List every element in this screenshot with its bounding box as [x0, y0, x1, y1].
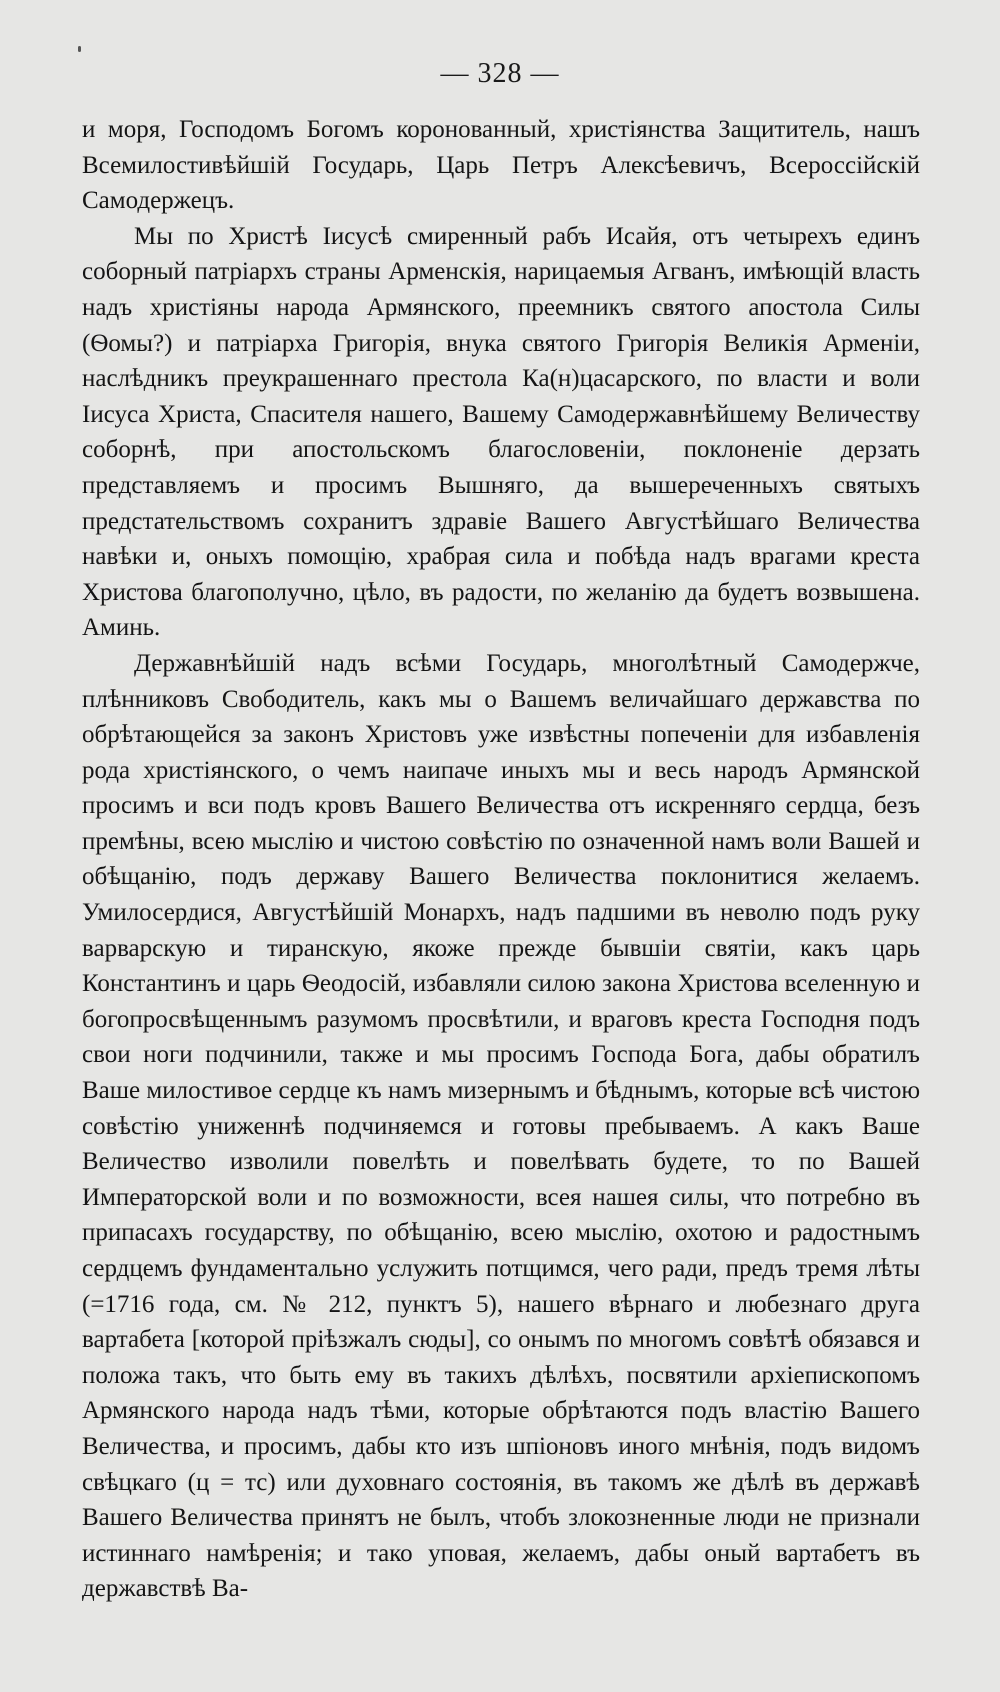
- paragraph-2: Мы по Христѣ Іисусѣ смиренный рабъ Исайя, отъ четырехъ единъ соборный патріархъ страны Арменскія, нарицаемыя Агванъ, имѣющій власть надъ христіяны народа Армянского, преемникъ святого апостола Силы (Ѳомы?) и патріарха Григорія, внука святого Григорія Великія Арменіи, наслѣдникъ преукрашеннаго престола Ка(н)цасарского, по власти и воли Іисуса Христа, Спасителя нашего, Вашему Самодержавнѣйшему Величеству соборнѣ, при апостольскомъ благословеніи, поклоненіе дерзать представляемъ и просимъ Вышняго, да вышереченныхъ святыхъ предстательствомъ сохранитъ здравіе Вашего Августѣйшаго Величества навѣки и, оныхъ помощію, храбрая сила и побѣда надъ врагами креста Христова благополучно, цѣло, въ радости, по желанію да будетъ возвышена. Аминь.: [82, 222, 920, 642]
- body-text: [82, 112, 920, 1607]
- paragraph-1: и моря, Господомъ Богомъ коронованный, христіянства Защититель, нашъ Всемилостивѣйшій Государь, Царь Петръ Алексѣевичъ, Всероссійскій Самодержецъ.: [82, 116, 920, 215]
- page-number: — 328 —: [440, 58, 560, 89]
- paragraph-3: Державнѣйшій надъ всѣми Государь, многолѣтный Самодержче, плѣнниковъ Свободитель, какъ мы о Вашемъ величайшаго державства по обрѣтающейся за законъ Христовъ уже извѣстны попеченіи для избавленія рода христіянского, о чемъ наипаче иныхъ мы и весь народъ Армянской просимъ и вси подъ кровъ Вашего Величества отъ искренняго сердца, безъ премѣны, всею мыслію и чистою совѣстію по означенной намъ воли Вашей и обѣщанію, подъ державу Вашего Величества поклонитися желаемъ. Умилосердися, Августѣйшій Монархъ, надъ падшими въ неволю подъ руку варварскую и тиранскую, якоже прежде бывшіи святіи, какъ царь Константинъ и царь Ѳеодосій, избавляли силою закона Христова вселенную и богопросвѣщеннымъ разумомъ просвѣтили, и враговъ креста Господня подъ свои ноги подчинили, также и мы просимъ Господа Бога, дабы обратилъ Ваше милостивое сердце къ намъ мизернымъ и бѣднымъ, которые всѣ чистою совѣстію униженнѣ подчиняемся и готовы пребываемъ. А какъ Ваше Величество изволили повелѣть и повелѣвать будете, то по Вашей Императорской воли и по возможности, всея нашея силы, что потребно въ припасахъ государству, по обѣщанію, всею мыслію, охотою и радостнымъ сердцемъ фундаментально услужить потщимся, чего ради, предъ тремя лѣты (=1716 года, см. № 212, пунктъ 5), нашего вѣрнаго и любезнаго друга вартабета [которой пріѣзжалъ сюды], со онымъ по многомъ совѣтѣ обязався и положа такъ, что быть ему въ такихъ дѣлѣхъ, посвятили архіепископомъ Армянского народа надъ тѣми, которые обрѣтаются подъ властію Вашего Величества, и просимъ, дабы кто изъ шпіоновъ иного мнѣнія, подъ видомъ свѣцкаго (ц = тс) или духовнаго состоянія, въ такомъ же дѣлѣ въ державѣ Вашего Величества принятъ не былъ, чтобъ злокозненные люди не признали истиннаго намѣренія; и тако уповая, желаемъ, дабы оный вартабетъ въ державствѣ Ва-: [82, 649, 920, 1603]
- print-speck: [78, 46, 81, 52]
